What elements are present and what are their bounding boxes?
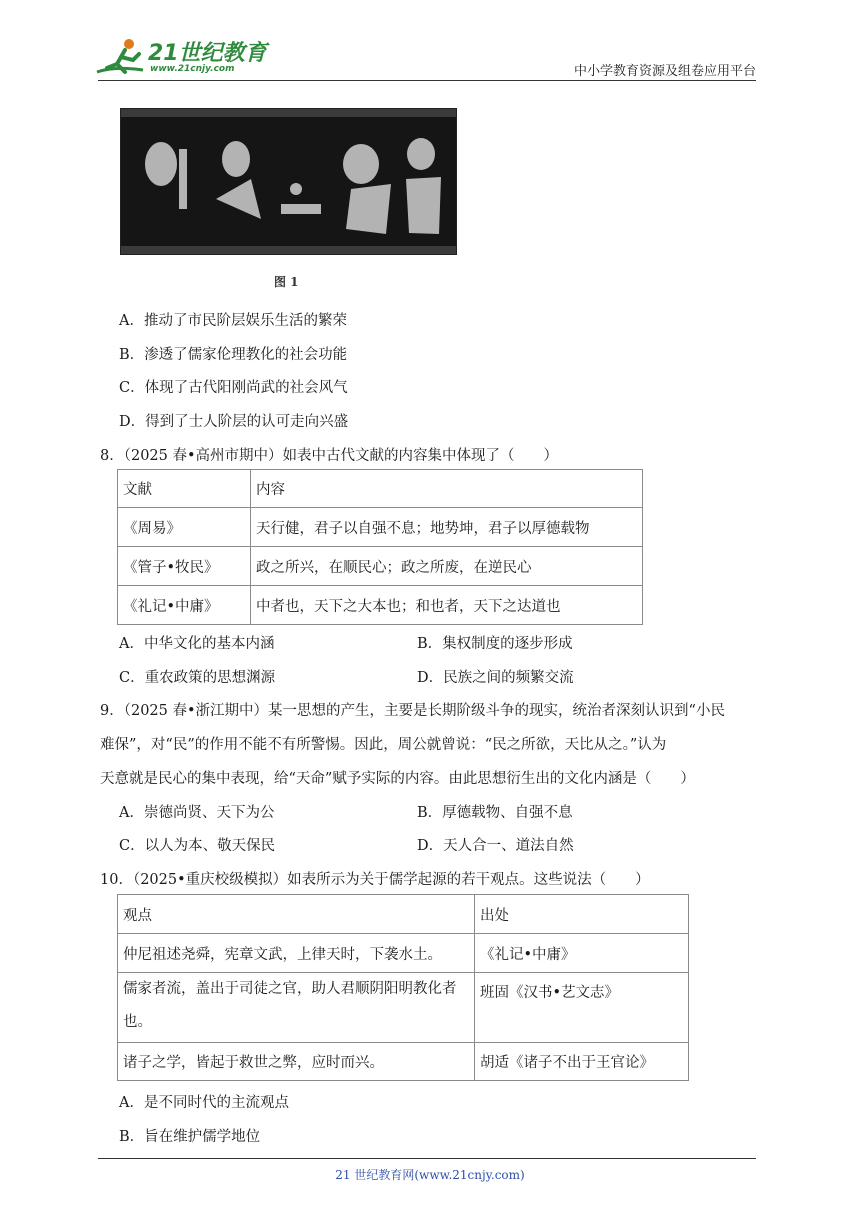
table-cell: 诸子之学，皆起于救世之弊，应时而兴。	[118, 1043, 475, 1081]
table-header-cell: 观点	[118, 895, 475, 934]
q9-stem-line-3: 天意就是民心的集中表现，给“天命”赋予实际的内容。由此思想衍生出的文化内涵是（ ）	[100, 771, 695, 787]
q9-option-a: A．崇德尚贤、天下为公	[119, 805, 275, 821]
q9-stem-line-2: 难保”，对“民”的作用不能不有所警惕。因此，周公就曾说：“民之所欲，天比从之。”认为	[100, 737, 667, 753]
q9-stem-line-1: 9．（2025 春•浙江期中）某一思想的产生，主要是长期阶级斗争的现实，统治者深刻认识到“小民	[100, 703, 725, 719]
q10-option-a: A．是不同时代的主流观点	[119, 1095, 289, 1111]
q9-option-c: C．以人为本、敬天保民	[119, 838, 276, 854]
q7-option-a: A．推动了市民阶层娱乐生活的繁荣	[119, 313, 347, 329]
table-cell: 班固《汉书•艺文志》	[475, 973, 689, 1043]
table-row	[118, 547, 643, 586]
footer-link[interactable]: 21 世纪教育网(www.21cnjy.com)	[335, 1168, 525, 1182]
table-cell: 儒家者流，盖出于司徒之官，助人君顺阴阳明教化者也。	[118, 973, 475, 1043]
q8-table	[117, 469, 643, 625]
table-cell: 《礼记•中庸》	[118, 586, 251, 625]
q8-option-d: D．民族之间的频繁交流	[417, 670, 574, 686]
figure-caption: 图 1	[274, 275, 299, 289]
q9-option-b: B．厚德载物、自强不息	[417, 805, 573, 821]
table-header-cell: 出处	[475, 895, 689, 934]
table-row	[118, 586, 643, 625]
table-cell: 仲尼祖述尧舜，宪章文武，上律天时，下袭水土。	[118, 934, 475, 973]
table-cell: 胡适《诸子不出于王官论》	[475, 1043, 689, 1081]
q8-option-a: A．中华文化的基本内涵	[119, 636, 275, 652]
q8-option-c: C．重农政策的思想渊源	[119, 670, 276, 686]
q7-option-d: D．得到了士人阶层的认可走向兴盛	[119, 414, 349, 430]
table-header-cell: 内容	[251, 470, 643, 508]
logo-url: www.21cnjy.com	[150, 64, 235, 74]
table-cell: 《周易》	[118, 508, 251, 547]
table-cell: 《管子•牧民》	[118, 547, 251, 586]
table-row	[118, 1043, 689, 1081]
q8-stem: 8．（2025 春•高州市期中）如表中古代文献的内容集中体现了（ ）	[100, 448, 559, 464]
rubbing-image	[120, 108, 457, 255]
table-header-row	[118, 470, 643, 508]
q9-option-d: D．天人合一、道法自然	[417, 838, 574, 854]
q7-option-b: B．渗透了儒家伦理教化的社会功能	[119, 347, 348, 363]
table-cell: 中者也，天下之大本也；和也者，天下之达道也	[251, 586, 643, 625]
table-header-cell: 文献	[118, 470, 251, 508]
table-cell: 政之所兴，在顺民心；政之所废，在逆民心	[251, 547, 643, 586]
q7-option-c: C．体现了古代阳刚尚武的社会风气	[119, 380, 348, 396]
logo-text: 21世纪教育	[148, 41, 267, 66]
table-row	[118, 508, 643, 547]
q8-option-b: B．集权制度的逐步形成	[417, 636, 573, 652]
table-header-row	[118, 895, 689, 934]
table-cell: 《礼记•中庸》	[475, 934, 689, 973]
table-cell: 天行健，君子以自强不息；地势坤，君子以厚德载物	[251, 508, 643, 547]
table-row	[118, 973, 689, 1043]
header-platform-name: 中小学教育资源及组卷应用平台	[573, 64, 756, 79]
footer-divider	[98, 1158, 756, 1159]
q10-stem: 10．（2025•重庆校级模拟）如表所示为关于儒学起源的若干观点。这些说法（ ）	[100, 872, 650, 888]
header-divider	[98, 80, 756, 81]
q10-table	[117, 894, 689, 1081]
q10-option-b: B．旨在维护儒学地位	[119, 1129, 261, 1145]
table-row	[118, 934, 689, 973]
